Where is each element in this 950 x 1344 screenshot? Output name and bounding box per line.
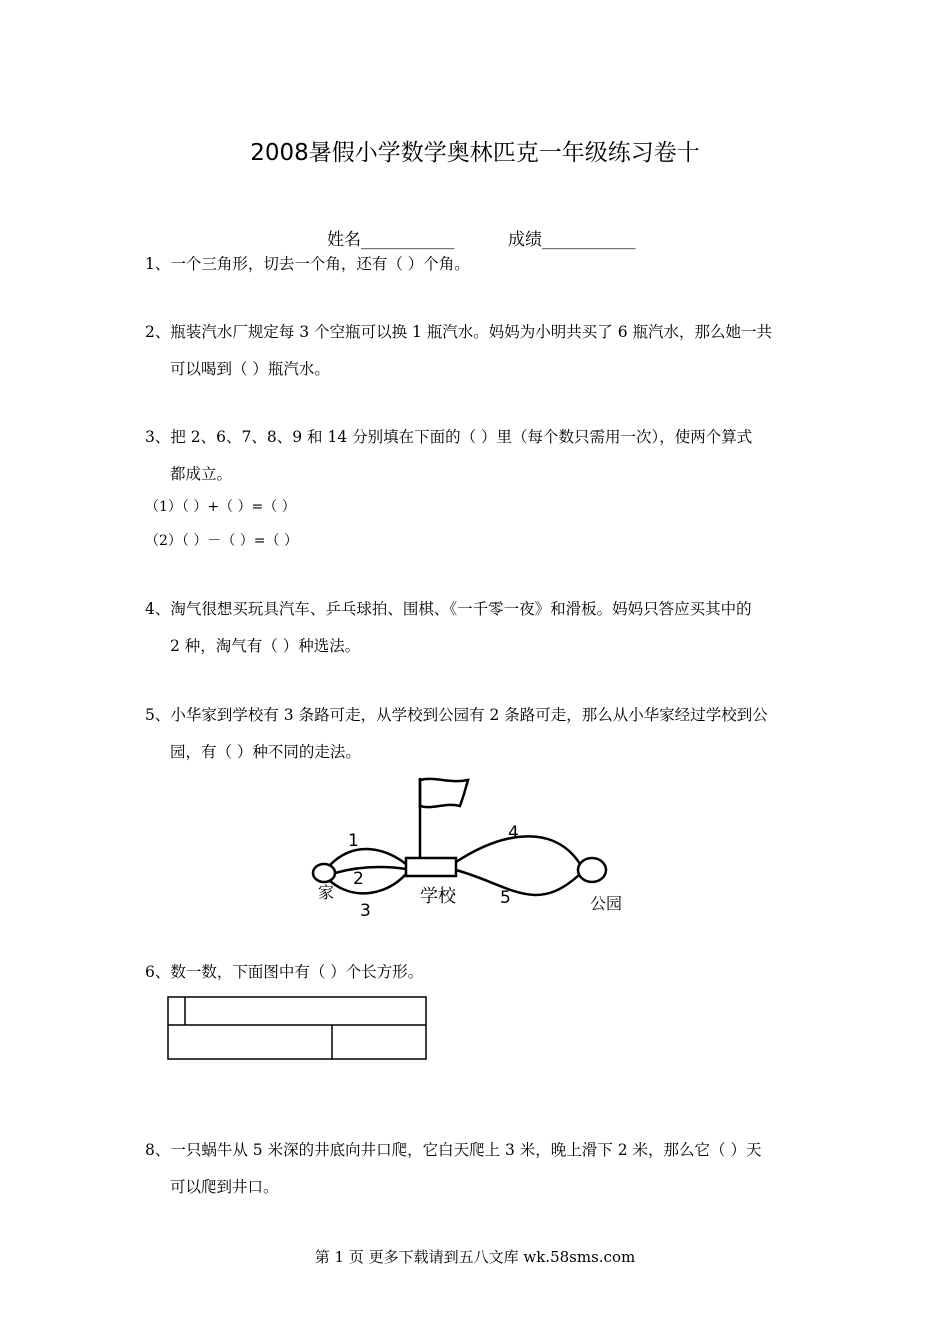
page-title: 2008暑假小学数学奥林匹克一年级练习卷十 [250,140,700,166]
home-circle [313,864,335,882]
route-diagram [300,770,640,920]
school-label: 学校 [420,886,456,907]
question-8-line-1: 8、一只蜗牛从 5 米深的井底向井口爬，它白天爬上 3 米，晚上滑下 2 米，那么它（ ）天 [145,1141,762,1159]
question-5-line-1: 5、小华家到学校有 3 条路可走，从学校到公园有 2 条路可走，那么从小华家经过学校到公 [145,706,768,724]
route-3-label: 3 [360,901,371,920]
home-label: 家 [318,883,335,902]
question-3-line-1: 3、把 2、6、7、8、9 和 14 分别填在下面的（ ）里（每个数只需用一次），使两个算式 [145,428,753,446]
grade-field: 成绩___________ [508,230,636,250]
question-2-line-2: 可以喝到（ ）瓶汽水。 [170,360,330,378]
question-1: 1、一个三角形，切去一个角，还有（ ）个角。 [145,255,470,273]
question-4-line-1: 4、淘气很想买玩具汽车、乒乓球拍、围棋、《一千零一夜》和滑板。妈妈只答应买其中的 [145,600,752,618]
route-2-path [335,867,406,873]
park-label: 公园 [590,894,623,913]
name-field: 姓名___________ [327,230,455,250]
route-5-path [456,870,579,895]
question-3-equation-2: （2）（ ）－（ ）=（ ） [145,533,298,549]
route-3-path [330,874,406,893]
question-3-equation-1: （1）（ ）+（ ）=（ ） [145,499,296,515]
page-footer: 第 1 页 更多下载请到五八文库 wk.58sms.com [314,1248,636,1266]
route-2-label: 2 [353,869,364,889]
route-4-label: 4 [508,823,519,843]
question-5-line-2: 园，有（ ）种不同的走法。 [170,743,361,761]
question-2-line-1: 2、瓶装汽水厂规定每 3 个空瓶可以换 1 瓶汽水。妈妈为小明共买了 6 瓶汽水，那么她一共 [145,323,773,341]
question-4-line-2: 2 种，淘气有（ ）种选法。 [170,637,361,655]
park-circle [578,858,606,882]
question-3-line-2: 都成立。 [170,465,233,483]
flag-icon [420,779,468,807]
rectangle-figure [165,994,430,1062]
route-5-label: 5 [500,888,511,908]
route-1-label: 1 [348,831,359,851]
outer-rectangle [168,997,426,1059]
route-1-path [330,849,406,865]
school-rect [406,858,456,876]
question-6: 6、数一数，下面图中有（ ）个长方形。 [145,963,424,981]
question-8-line-2: 可以爬到井口。 [170,1178,279,1196]
